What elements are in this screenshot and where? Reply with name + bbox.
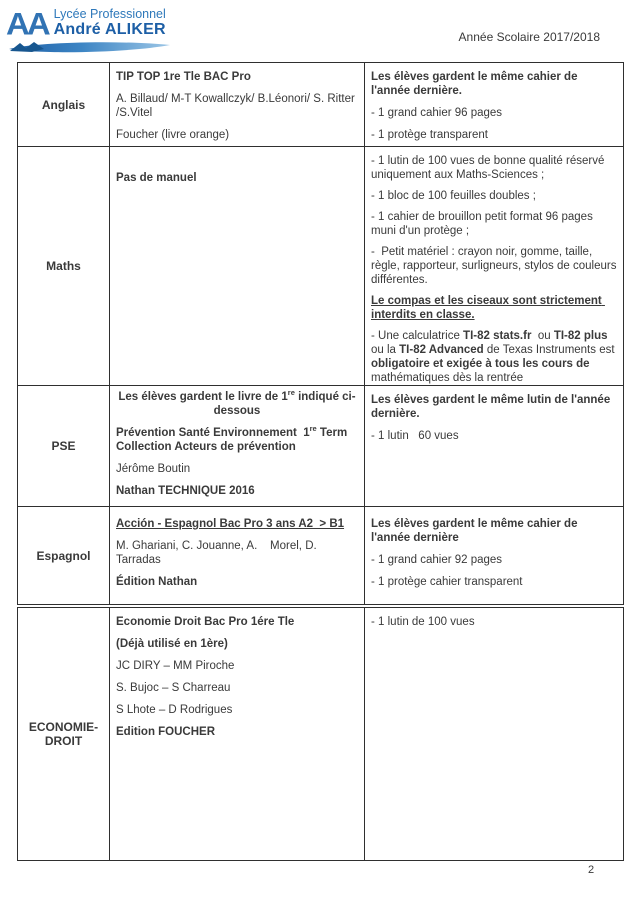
text-segment: ou bbox=[531, 330, 554, 342]
espagnol-manual-authors: M. Ghariani, C. Jouanne, A. Morel, D. Tarradas bbox=[116, 540, 320, 566]
subject-cell-pse: PSE bbox=[51, 439, 76, 453]
text-segment: Term bbox=[316, 427, 348, 439]
manual-cell-anglais bbox=[109, 63, 364, 146]
manual-cell-espagnol bbox=[109, 507, 364, 604]
espagnol-manual-publisher: Édition Nathan bbox=[116, 576, 198, 588]
superscript: re bbox=[309, 424, 317, 434]
table-row-pse bbox=[18, 385, 623, 506]
subject-cell-maths: Maths bbox=[46, 259, 81, 273]
anglais-manual-authors: A. Billaud/ M-T Kowallczyk/ B.Léonori/ S. Ritter /S.Vitel bbox=[116, 93, 359, 119]
economie-supply-item: - 1 lutin de 100 vues bbox=[371, 616, 475, 628]
espagnol-supply-item: - 1 protège cahier transparent bbox=[371, 576, 523, 588]
supplies-cell-economie-droit bbox=[364, 608, 623, 860]
economie-manual-publisher: Edition FOUCHER bbox=[116, 726, 216, 738]
pse-manual-publisher: Nathan TECHNIQUE 2016 bbox=[116, 485, 255, 497]
maths-supply-item: - Petit matériel : crayon noir, gomme, taille, règle, rapporteur, surligneurs, stylos de couleurs différentes. bbox=[371, 246, 620, 286]
economie-table bbox=[17, 607, 624, 861]
pse-manual-title bbox=[116, 426, 358, 454]
anglais-manual-publisher: Foucher (livre orange) bbox=[116, 129, 230, 141]
subject-cell-anglais: Anglais bbox=[41, 97, 86, 112]
text-segment: - Une calculatrice bbox=[371, 330, 464, 342]
text-segment: indiqué ci-dessous bbox=[213, 391, 356, 417]
maths-supply-item: - 1 lutin de 100 vues de bonne qualité réservé uniquement aux Maths-Sciences ; bbox=[371, 155, 608, 181]
table-row-economie-droit bbox=[18, 608, 623, 860]
text-segment: obligatoire et exigée à tous les cours de bbox=[371, 358, 590, 370]
text-segment: TI-82 plus bbox=[553, 330, 608, 342]
manual-cell-economie-droit bbox=[109, 608, 364, 860]
maths-warning-note: Le compas et les ciseaux sont strictement interdits en classe. bbox=[371, 295, 605, 321]
supplies-table bbox=[17, 62, 624, 605]
school-year-label: Année Scolaire 2017/2018 bbox=[458, 30, 600, 44]
maths-supply-item: - 1 bloc de 100 feuilles doubles ; bbox=[371, 190, 536, 202]
logo-wave-icon bbox=[8, 40, 172, 56]
economie-manual-authors: S. Bujoc – S Charreau bbox=[116, 682, 231, 694]
anglais-supply-item: - 1 protège transparent bbox=[371, 129, 488, 141]
text-segment: mathématiques dès la rentrée bbox=[371, 358, 593, 384]
subject-cell-espagnol: Espagnol bbox=[36, 548, 91, 563]
anglais-manual-title: TIP TOP 1re Tle BAC Pro bbox=[116, 71, 251, 83]
subject-cell-economie-droit: ECONOMIE-DROIT bbox=[28, 720, 99, 748]
manual-cell-pse bbox=[109, 386, 364, 506]
economie-manual-authors: S Lhote – D Rodrigues bbox=[116, 704, 233, 716]
pse-keep-book-note bbox=[116, 390, 358, 418]
logo-school-type: Lycée Professionnel bbox=[53, 7, 166, 21]
pse-supply-item: - 1 lutin 60 vues bbox=[371, 430, 459, 442]
economie-manual-title: Economie Droit Bac Pro 1ére Tle bbox=[116, 616, 295, 628]
text-segment: ou la bbox=[371, 330, 611, 356]
page-number: 2 bbox=[588, 864, 595, 876]
anglais-supply-item: - 1 grand cahier 96 pages bbox=[371, 107, 503, 119]
supplies-cell-espagnol bbox=[364, 507, 623, 604]
text-segment: Collection Acteurs de prévention bbox=[116, 441, 296, 453]
logo-text bbox=[54, 8, 166, 39]
table-row-anglais bbox=[18, 63, 623, 146]
text-segment: Prévention Santé Environnement 1 bbox=[116, 427, 310, 439]
text-segment: de Texas Instruments est bbox=[483, 344, 618, 356]
espagnol-keep-note: Les élèves gardent le même cahier de l'année dernière bbox=[371, 518, 581, 544]
text-segment: TI-82 stats.fr bbox=[463, 330, 532, 342]
pse-keep-note: Les élèves gardent le même lutin de l'année dernière. bbox=[371, 394, 614, 420]
table-row-espagnol bbox=[18, 506, 623, 604]
table-row-maths bbox=[18, 146, 623, 385]
superscript: re bbox=[287, 388, 295, 398]
espagnol-supply-item: - 1 grand cahier 92 pages bbox=[371, 554, 503, 566]
anglais-keep-note: Les élèves gardent le même cahier de l'année dernière. bbox=[371, 71, 581, 97]
pse-manual-author: Jérôme Boutin bbox=[116, 463, 191, 475]
logo-school-name: André ALIKER bbox=[53, 21, 166, 38]
school-logo bbox=[6, 5, 186, 56]
economie-manual-authors: JC DIRY – MM Piroche bbox=[116, 660, 235, 672]
supplies-cell-pse bbox=[364, 386, 623, 506]
maths-manual-note: Pas de manuel bbox=[116, 172, 197, 184]
supplies-cell-anglais bbox=[364, 63, 623, 146]
economie-manual-note: (Déjà utilisé en 1ère) bbox=[116, 638, 228, 650]
logo-top bbox=[6, 5, 186, 42]
text-segment: Les élèves gardent le livre de 1 bbox=[118, 391, 288, 403]
espagnol-manual-title: Acción - Espagnol Bac Pro 3 ans A2 > B1 bbox=[116, 518, 345, 530]
supplies-cell-maths bbox=[364, 147, 623, 385]
maths-supply-item: - 1 cahier de brouillon petit format 96 pages muni d'un protège ; bbox=[371, 211, 597, 237]
manual-cell-maths bbox=[109, 147, 364, 385]
maths-calculator-note bbox=[371, 329, 617, 385]
text-segment: TI-82 Advanced bbox=[399, 344, 484, 356]
aa-monogram-icon: AA bbox=[6, 5, 48, 42]
